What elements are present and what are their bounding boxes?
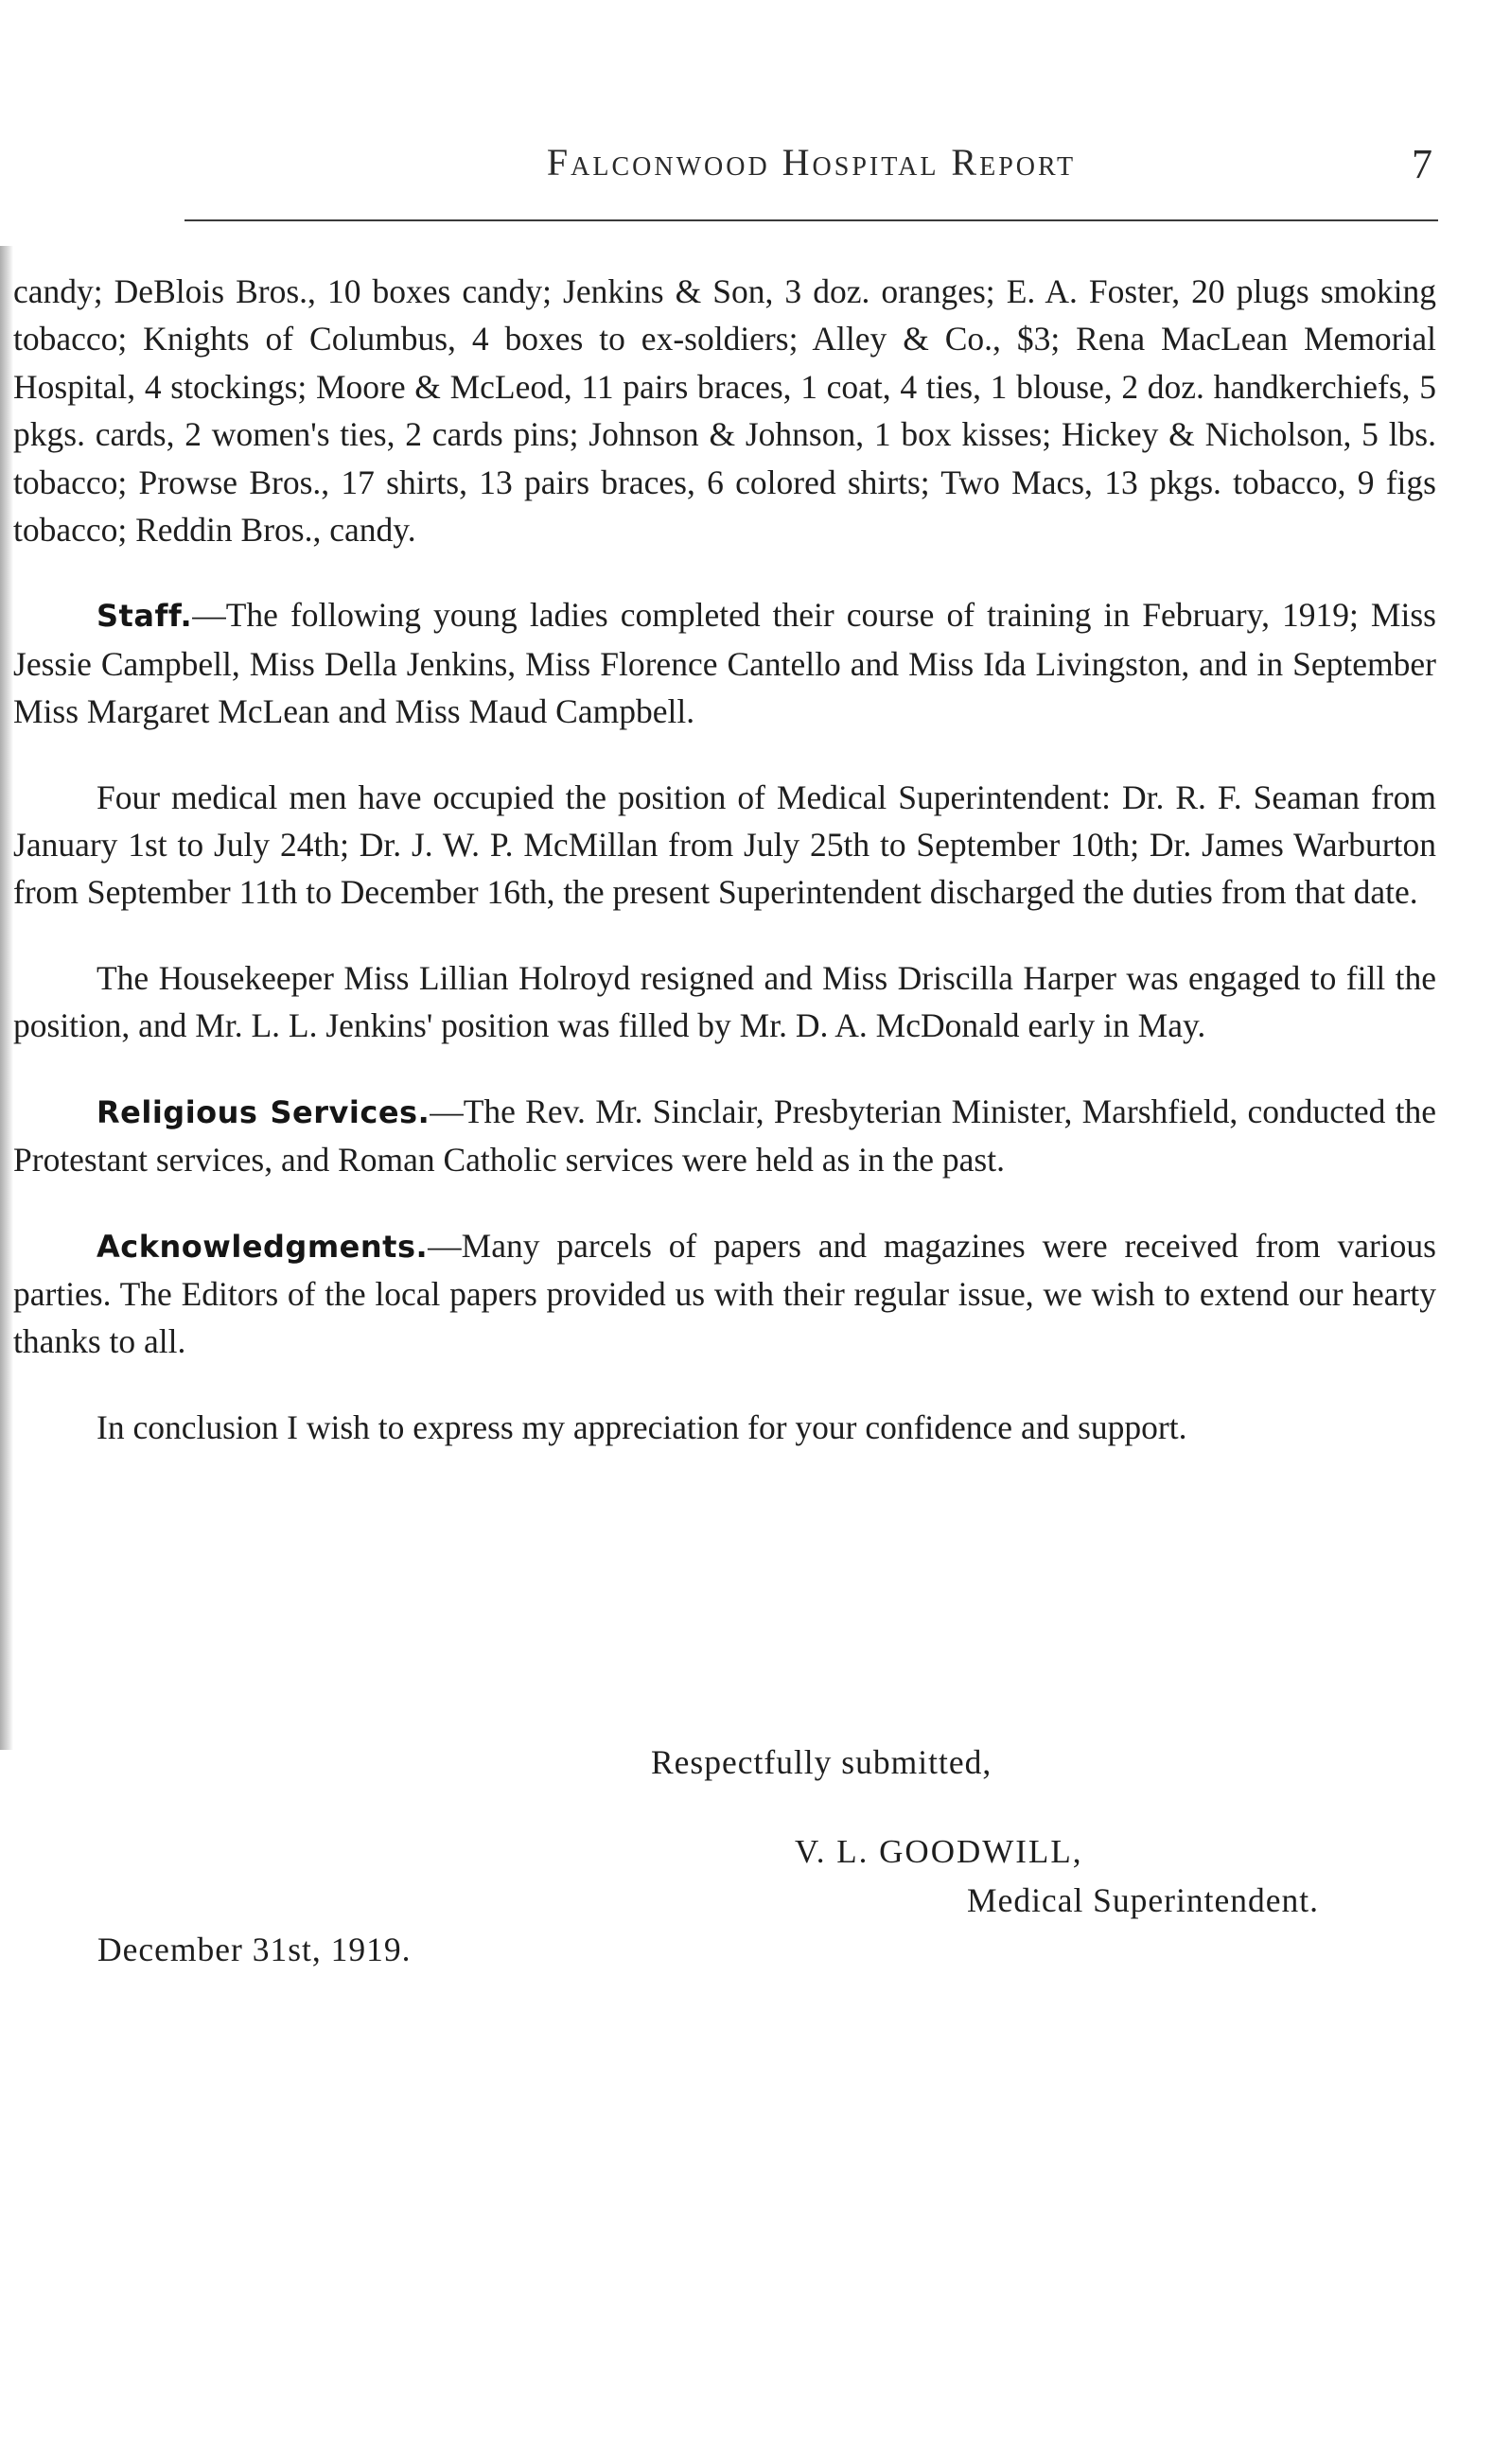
donations-paragraph: candy; DeBlois Bros., 10 boxes candy; Jenkins & Son, 3 doz. oranges; E. A. Foster, 20 plugs smoking tobacco; Knights of Columbus, 4 boxes to ex-soldiers; Alley & Co., $3; Rena MacLean Memorial Hospital, 4 stockings; Moore & McLeod, 11 pairs braces, 1 coat, 4 ties, 1 blouse, 2 doz. handkerchiefs, 5 pkgs. cards, 2 women's ties, 2 cards pins; Johnson & Johnson, 1 box kisses; Hickey & Nicholson, 5 lbs. tobacco; Prowse Bros., 17 shirts, 13 pairs braces, 6 colored shirts; Two Macs, 13 pkgs. tobacco, 9 figs tobacco; Reddin Bros., candy. — [13, 272, 1436, 550]
report-date: December 31st, 1919. — [97, 1931, 412, 1968]
religious-services-heading: Religious Services. — [97, 1093, 430, 1130]
acknowledgments-paragraph — [13, 1222, 1436, 1366]
running-title: Falconwood Hospital Report — [546, 141, 1077, 183]
signer-name: V. L. GOODWILL, — [795, 1833, 1083, 1870]
acknowledgments-text: —Many parcels of papers and magazines were received from various parties. The Editors of the local papers provided us with their regular issue, we wish to extend our hearty thanks to all. — [13, 1226, 1436, 1361]
religious-services-text: —The Rev. Mr. Sinclair, Presbyterian Minister, Marshfield, conducted the Protestant services, and Roman Catholic services were held as in the past. — [13, 1092, 1437, 1180]
report-body — [13, 268, 1436, 1451]
religious-services-paragraph — [13, 1088, 1436, 1184]
closing-salutation: Respectfully submitted, — [651, 1743, 992, 1781]
header-rule — [184, 219, 1438, 221]
conclusion-paragraph: In conclusion I wish to express my appreciation for your confidence and support. — [97, 1407, 1187, 1446]
staff-text: —The following young ladies completed their course of training in February, 1919; Miss Jessie Campbell, Miss Della Jenkins, Miss Florence Cantello and Miss Ida Livingston, and in September Miss Margaret McLean and Miss Maud Campbell. — [13, 596, 1436, 731]
scan-edge-shadow — [0, 246, 13, 1750]
signer-title: Medical Superintendent. — [967, 1881, 1319, 1919]
housekeeper-paragraph: The Housekeeper Miss Lillian Holroyd resigned and Miss Driscilla Harper was engaged to fill the position, and Mr. L. L. Jenkins' position was filled by Mr. D. A. McDonald early in May. — [13, 958, 1436, 1045]
page-number: 7 — [1412, 141, 1432, 187]
staff-paragraph — [13, 591, 1436, 735]
acknowledgments-heading: Acknowledgments. — [97, 1228, 429, 1265]
running-header — [184, 140, 1438, 197]
staff-heading: Staff. — [97, 598, 193, 635]
medical-superintendents-paragraph: Four medical men have occupied the position of Medical Superintendent: Dr. R. F. Seaman from January 1st to July 24th; Dr. J. W. P. McMillan from July 25th to September 10th; Dr. James Warburton from September 11th to December 16th, the present Superintendent discharged the duties from that date. — [13, 778, 1436, 912]
